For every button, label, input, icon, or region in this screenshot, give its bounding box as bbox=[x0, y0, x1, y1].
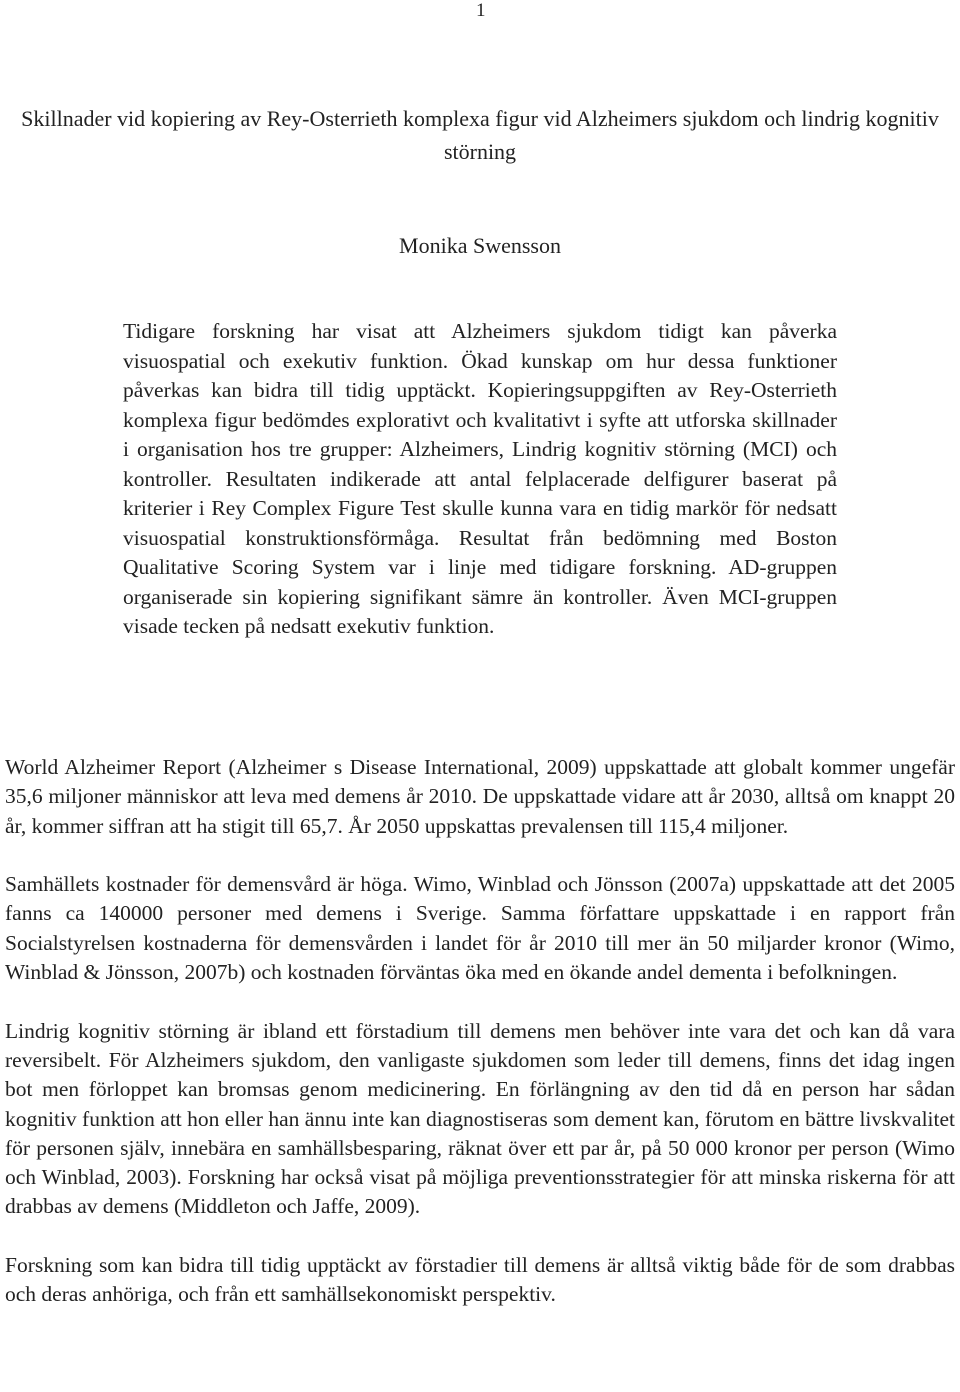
page-number: 1 bbox=[476, 0, 486, 21]
body-text bbox=[5, 753, 955, 1339]
paragraph-costs: Samhällets kostnader för demensvård är höga. Wimo, Winblad och Jönsson (2007a) uppskattade att det 2005 fanns ca 140000 personer med demens i Sverige. Samma författare uppskattade i en rapport från Socialstyrelsen kostnaderna för demensvården i landet för år 2010 till mer än 50 miljarder kronor (Wimo, Winblad & Jönsson, 2007b) och kostnaden förväntas öka med en ökande andel dementa i befolkningen. bbox=[5, 872, 955, 985]
paragraph-prevalence: World Alzheimer Report (Alzheimer s Disease International, 2009) uppskattade att globalt kommer ungefär 35,6 miljoner människor att leva med demens år 2010. De uppskattade vidare att år 2030, alltså om knappt 20 år, kommer siffran att ha stigit till 65,7. År 2050 uppskattas prevalensen till 115,4 miljoner. bbox=[5, 755, 955, 838]
author-name: Monika Swensson bbox=[399, 233, 561, 258]
paragraph-mci: Lindrig kognitiv störning är ibland ett förstadium till demens men behöver inte vara det och kan då vara reversibelt. För Alzheimers sjukdom, den vanligaste sjukdomen som leder till demens, finns det idag ingen bot men förloppet kan bromsas genom medicinering. En förlängning av den tid då en person har sådan kognitiv funktion att hon eller han ännu inte kan diagnostiseras som dement kan, förutom en bättre livskvalitet för personen själv, innebära en samhällsbesparing, räknat över ett par år, på 50 000 kronor per person (Wimo och Winblad, 2003). Forskning har också visat på möjliga preventionsstrategier för att minska riskerna för att drabbas av demens (Middleton och Jaffe, 2009). bbox=[5, 1018, 955, 1219]
abstract-paragraph: Tidigare forskning har visat att Alzheimers sjukdom tidigt kan påverka visuospatial och exekutiv funktion. Ökad kunskap om hur dessa funktioner påverkas kan bidra till tidig upptäckt. Kopieringsuppgiften av Rey-Osterrieth komplexa figur bedömdes explorativt och kvalitativt i syfte att utforska skillnader i organisation hos tre grupper: Alzheimers, Lindrig kognitiv störning (MCI) och kontroller. Resultaten indikerade att antal felplacerade delfigurer baserat på kriterier i Rey Complex Figure Test skulle kunna vara en tidig markör för nedsatt visuospatial konstruktionsförmåga. Resultat från bedömning med Boston Qualitative Scoring System var i linje med tidigare forskning. AD-gruppen organiserade sin kopiering signifikant sämre än kontroller. Även MCI-gruppen visade tecken på nedsatt exekutiv funktion. bbox=[123, 319, 837, 638]
paragraph-research: Forskning som kan bidra till tidig upptäckt av förstadier till demens är alltså viktig både för de som drabbas och deras anhöriga, och från ett samhällsekonomiskt perspektiv. bbox=[5, 1253, 955, 1307]
page-title: Skillnader vid kopiering av Rey-Osterrieth komplexa figur vid Alzheimers sjukdom och lindrig kognitiv störning bbox=[21, 106, 939, 164]
